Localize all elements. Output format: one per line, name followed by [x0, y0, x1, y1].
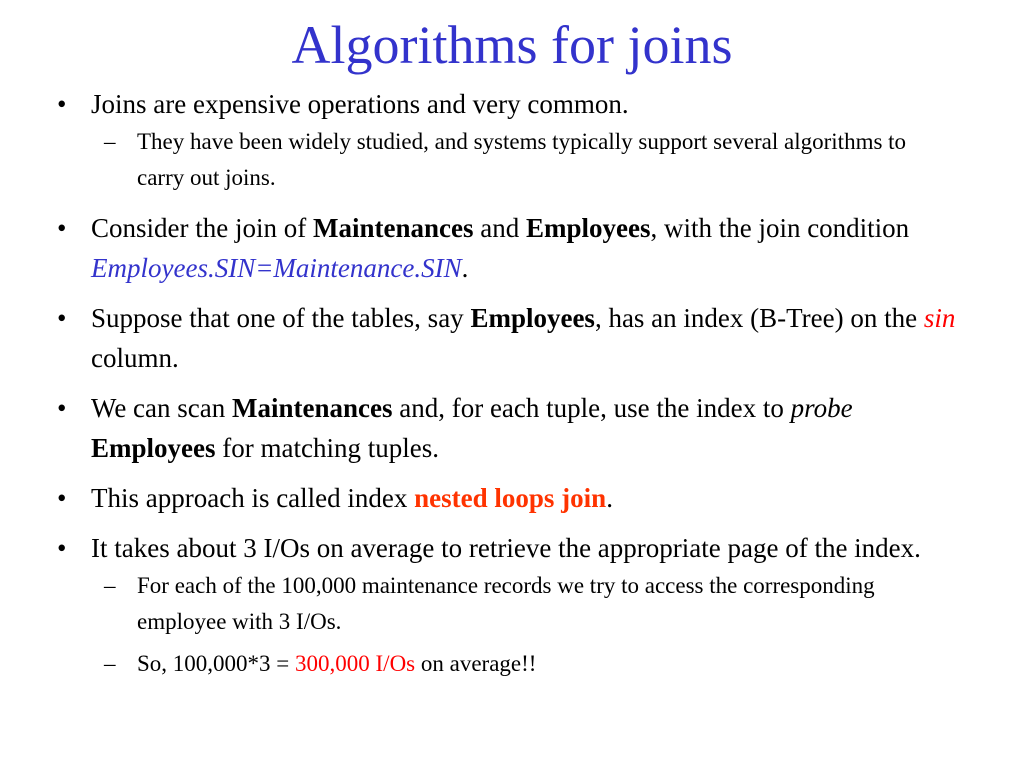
- highlight-term: nested loops join: [414, 483, 607, 513]
- bold-term: Employees: [525, 213, 651, 243]
- bullet-item: [0, 298, 1024, 378]
- text-run: for matching tuples.: [215, 433, 439, 463]
- text-run: and: [473, 213, 526, 243]
- sub-bullet-item: [0, 646, 1024, 682]
- join-condition: Employees.SIN=Maintenance.SIN: [91, 253, 462, 283]
- text-run: , with the join condition: [650, 213, 910, 243]
- sub-bullet-marker: –: [104, 651, 116, 676]
- bullet-marker: •: [57, 393, 67, 423]
- sub-bullet-marker: –: [104, 573, 116, 598]
- text-run: on average!!: [415, 651, 537, 676]
- bullet-text: It takes about 3 I/Os on average to retrieve the appropriate page of the index.: [91, 533, 921, 563]
- bullet-marker: •: [57, 533, 67, 563]
- bullet-item: [0, 528, 1024, 568]
- bullet-text: [91, 303, 955, 373]
- sub-bullet-text: They have been widely studied, and systems typically support several algorithms to carry out joins.: [137, 129, 907, 190]
- text-run: .: [461, 253, 469, 283]
- italic-term: probe: [790, 393, 853, 423]
- bold-term: Employees: [470, 303, 595, 333]
- bullet-list: [0, 84, 1024, 688]
- sub-bullet-marker: –: [104, 129, 116, 154]
- bullet-marker: •: [57, 303, 67, 333]
- bold-term: Employees: [91, 433, 216, 463]
- bullet-item: [0, 208, 1024, 288]
- bold-term: Maintenances: [312, 213, 474, 243]
- bullet-item: [0, 388, 1024, 468]
- text-run: We can scan: [91, 393, 232, 423]
- sub-bullet-text: [137, 651, 536, 676]
- text-run: Suppose that one of the tables, say: [91, 303, 471, 333]
- text-run: Consider the join of: [91, 213, 313, 243]
- bullet-item: [0, 478, 1024, 518]
- sub-bullet-item: [0, 568, 1024, 640]
- bullet-text: Joins are expensive operations and very common.: [91, 89, 629, 119]
- text-run: .: [606, 483, 613, 513]
- column-name: sin: [923, 303, 956, 333]
- bullet-text: [91, 483, 613, 513]
- bullet-item: [0, 84, 1024, 124]
- text-run: column.: [91, 343, 179, 373]
- bullet-marker: •: [57, 213, 67, 243]
- text-run: So, 100,000*3 =: [137, 651, 296, 676]
- sub-bullet-text: For each of the 100,000 maintenance records we try to access the corresponding employee with 3 I/Os.: [137, 573, 875, 634]
- bullet-marker: •: [57, 89, 67, 119]
- text-run: This approach is called index: [91, 483, 415, 513]
- bullet-text: [91, 213, 909, 283]
- highlight-value: 300,000 I/Os: [295, 651, 416, 676]
- bullet-text: [91, 393, 853, 463]
- text-run: , has an index (B-Tree) on the: [594, 303, 924, 333]
- sub-bullet-item: [0, 124, 1024, 196]
- slide-title: Algorithms for joins: [291, 15, 733, 75]
- bullet-marker: •: [57, 483, 67, 513]
- bold-term: Maintenances: [232, 393, 393, 423]
- text-run: and, for each tuple, use the index to: [392, 393, 791, 423]
